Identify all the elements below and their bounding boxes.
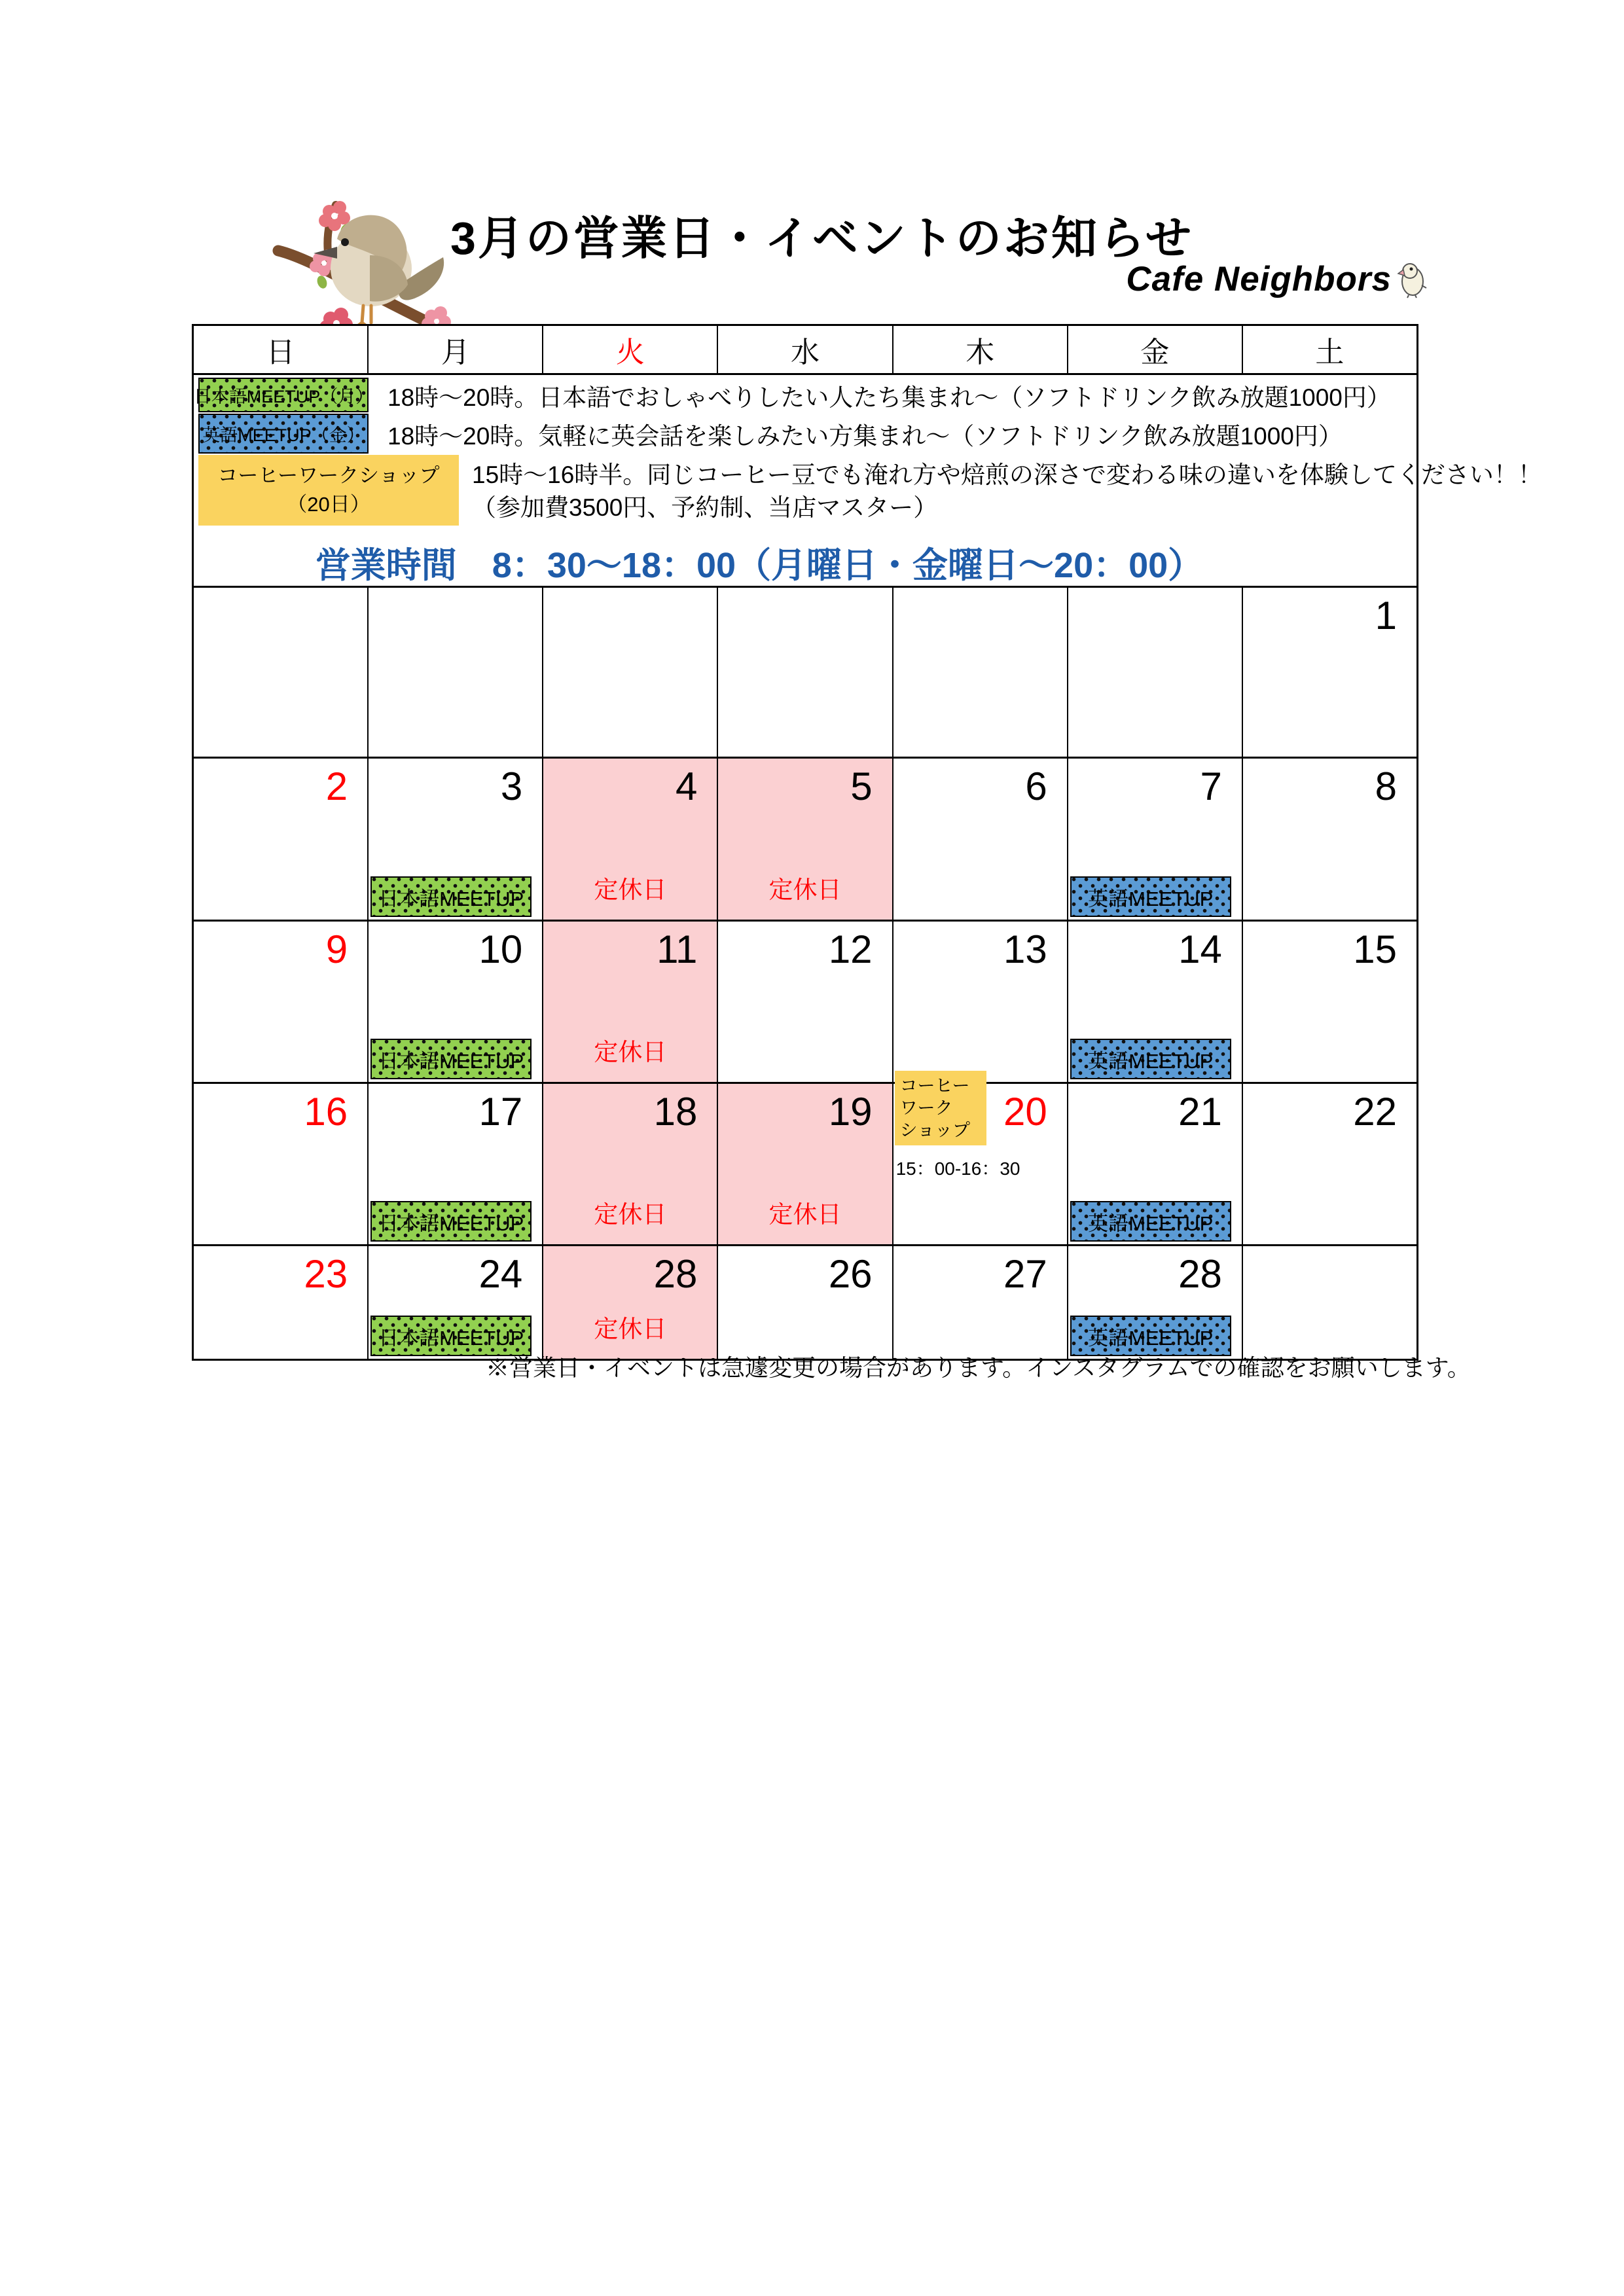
legend-english-meetup-box [198, 414, 369, 454]
legend-coffee-workshop-desc [472, 459, 1542, 524]
date-number: 19 [828, 1090, 873, 1134]
day-cell [543, 922, 718, 1082]
calendar-table [192, 324, 1542, 1361]
date-number: 27 [1003, 1252, 1047, 1296]
legend-english-meetup-label: 英語MEETUP（金） [202, 425, 365, 445]
date-number: 17 [478, 1090, 523, 1134]
legend-japanese-meetup-box [193, 378, 374, 412]
day-cell [543, 1246, 718, 1359]
date-number: 20 [1003, 1090, 1047, 1134]
workshop-line: ワーク [899, 1098, 953, 1118]
day-cell [369, 1246, 543, 1359]
closed-day-label: 定休日 [594, 876, 667, 903]
legend-english-meetup-desc: 18時～20時。気軽に英会話を楽しみたい方集まれ～（ソフトドリンク飲み放題1000円） [388, 422, 1343, 450]
day-cell [369, 759, 543, 920]
brand-name: Cafe Neighbors [1126, 260, 1392, 298]
closed-day-label: 定休日 [594, 1039, 667, 1066]
event-badge-english-meetup: 英語MEETUP [1070, 876, 1231, 917]
weekday-header-7: 土 [1243, 326, 1416, 373]
date-number: 11 [657, 927, 698, 971]
small-bird-icon [1397, 260, 1427, 298]
legend-coffee-workshop-desc-line2: （参加費3500円、予約制、当店マスター） [472, 494, 938, 521]
event-badge-english-meetup: 英語MEETUP [1070, 1201, 1231, 1242]
weekday-header-row [194, 326, 1416, 375]
day-cell [1243, 1246, 1416, 1359]
date-number: 5 [850, 764, 873, 808]
date-number: 4 [676, 764, 698, 808]
brand [1100, 259, 1427, 299]
weekday-header-3: 火 [543, 326, 718, 373]
date-number: 15 [1353, 927, 1397, 971]
day-cell [718, 759, 893, 920]
day-cell [543, 759, 718, 920]
day-cell [1243, 1084, 1416, 1244]
day-cell [1243, 922, 1416, 1082]
legend-japanese-meetup-desc: 18時～20時。日本語でおしゃべりしたい人たち集まれ～（ソフトドリンク飲み放題1000円） [388, 384, 1391, 411]
workshop-box [895, 1071, 986, 1145]
legend-coffee-workshop-box [198, 455, 459, 526]
date-number: 23 [304, 1252, 348, 1296]
event-badge-english-meetup: 英語MEETUP [1070, 1039, 1231, 1079]
day-cell [893, 1246, 1068, 1359]
legend-japanese-meetup-label: 日本語MEETUP（月） [193, 387, 374, 406]
closed-day-label: 定休日 [594, 1201, 667, 1228]
day-cell [1068, 1084, 1243, 1244]
day-cell [1243, 588, 1416, 757]
day-cell [369, 1084, 543, 1244]
closed-day-label: 定休日 [594, 1316, 667, 1342]
day-cell [893, 759, 1068, 920]
day-cell [194, 922, 369, 1082]
weekday-header-6: 金 [1068, 326, 1243, 373]
day-cell [194, 759, 369, 920]
date-number: 6 [1025, 764, 1047, 808]
day-cell [893, 922, 1068, 1082]
workshop-time: 15：00-16：30 [895, 1158, 1020, 1179]
weekday-header-2: 月 [369, 326, 543, 373]
day-cell [1068, 588, 1243, 757]
date-number: 13 [1003, 927, 1047, 971]
legend-coffee-workshop-desc-line1: 15時～16時半。同じコーヒー豆でも淹れ方や焙煎の深さで変わる味の違いを体験してください！！ [472, 461, 1542, 488]
date-number: 1 [1375, 594, 1397, 637]
day-cell [543, 1084, 718, 1244]
date-number: 2 [325, 764, 348, 808]
day-cell [893, 1076, 1068, 1244]
date-number: 9 [325, 927, 348, 971]
weekday-header-4: 水 [718, 326, 893, 373]
page-title: 3月の営業日・イベントのお知らせ [450, 213, 1193, 264]
day-cell [718, 1084, 893, 1244]
date-number: 8 [1375, 764, 1397, 808]
event-badge-japanese-meetup: 日本語MEETUP [370, 1316, 532, 1356]
week-row-1 [194, 588, 1416, 759]
date-number: 14 [1178, 927, 1222, 971]
day-cell [194, 588, 369, 757]
date-number: 16 [304, 1090, 348, 1134]
date-number: 24 [478, 1252, 523, 1296]
week-row-2 [194, 759, 1416, 922]
day-cell [194, 1246, 369, 1359]
day-cell [543, 588, 718, 757]
day-cell [1068, 922, 1243, 1082]
date-number: 26 [828, 1252, 873, 1296]
calendar-weeks [194, 588, 1416, 1359]
legend-coffee-workshop-date: （20日） [287, 493, 370, 516]
date-number: 12 [828, 927, 873, 971]
weekday-header-1: 日 [194, 326, 369, 373]
week-row-3 [194, 922, 1416, 1084]
day-cell [1243, 759, 1416, 920]
weekday-header-5: 木 [893, 326, 1068, 373]
date-number: 7 [1200, 764, 1222, 808]
workshop-line: コーヒー [899, 1076, 970, 1096]
date-number: 18 [653, 1090, 698, 1134]
event-badge-japanese-meetup: 日本語MEETUP [370, 1039, 532, 1079]
event-badge-english-meetup: 英語MEETUP [1070, 1316, 1231, 1356]
day-cell [893, 588, 1068, 757]
footer-note: ※営業日・イベントは急遽変更の場合があります。インスタグラムでの確認をお願いします。 [486, 1354, 1471, 1381]
day-cell [369, 922, 543, 1082]
date-number: 28 [653, 1252, 698, 1296]
week-row-4 [194, 1076, 1416, 1246]
closed-day-label: 定休日 [768, 1201, 842, 1228]
day-cell [369, 588, 543, 757]
date-number: 21 [1178, 1090, 1222, 1134]
legend-coffee-workshop-label: コーヒーワークショップ [217, 464, 440, 487]
date-number: 28 [1178, 1252, 1222, 1296]
legend-section [193, 375, 1542, 588]
closed-day-label: 定休日 [768, 876, 842, 903]
day-cell [1068, 759, 1243, 920]
workshop-line: ショップ [899, 1121, 971, 1140]
date-number: 22 [1353, 1090, 1397, 1134]
event-badge-japanese-meetup: 日本語MEETUP [370, 876, 532, 917]
day-cell [194, 1084, 369, 1244]
bird-on-branch-illustration [272, 193, 461, 334]
event-badge-japanese-meetup: 日本語MEETUP [370, 1201, 532, 1242]
day-cell [1068, 1246, 1243, 1359]
day-cell [718, 588, 893, 757]
week-row-5 [194, 1246, 1416, 1359]
day-cell [718, 1246, 893, 1359]
day-cell [718, 922, 893, 1082]
business-hours: 営業時間 8：30～18：00（月曜日・金曜日～20：00） [315, 546, 1204, 585]
date-number: 10 [478, 927, 523, 971]
date-number: 3 [500, 764, 523, 808]
